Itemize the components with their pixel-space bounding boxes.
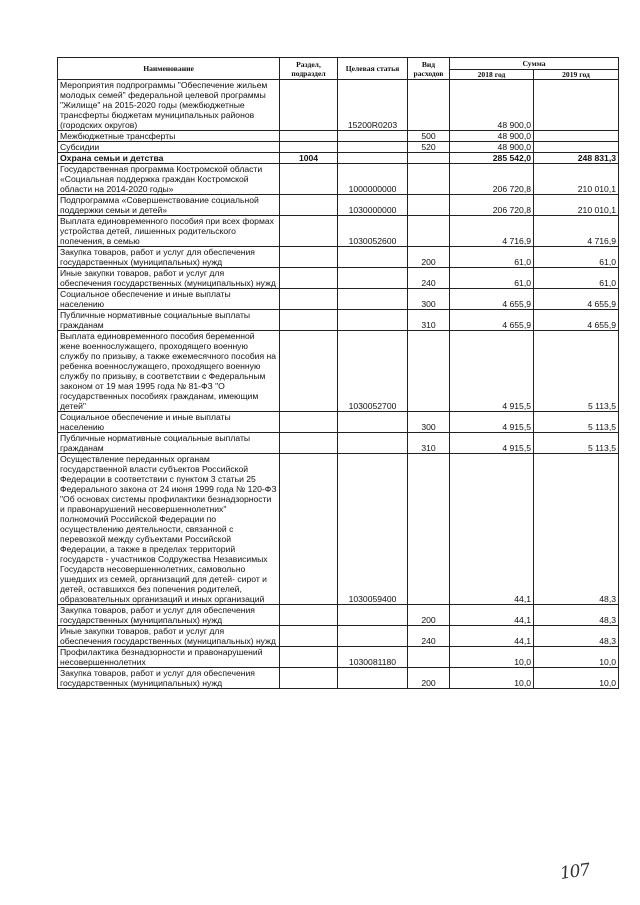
row-target-code — [338, 605, 408, 626]
table-row — [58, 412, 619, 433]
row-target-code — [338, 433, 408, 454]
row-expense-type: 310 — [408, 433, 450, 454]
table-row — [58, 131, 619, 142]
row-sum-2018: 4 915,5 — [450, 433, 534, 454]
table-row — [58, 80, 619, 131]
row-sum-2019: 210 010,1 — [534, 164, 619, 195]
row-expense-type: 240 — [408, 268, 450, 289]
row-sum-2019: 5 113,5 — [534, 412, 619, 433]
row-sum-2018: 10,0 — [450, 668, 534, 689]
row-name: Социальное обеспечение и иные выплаты населению — [58, 412, 280, 433]
row-sum-2019: 48,3 — [534, 605, 619, 626]
row-name: Социальное обеспечение и иные выплаты населению — [58, 289, 280, 310]
table-row — [58, 247, 619, 268]
header-type: Вид расходов — [408, 58, 450, 80]
row-target-code: 1030052700 — [338, 331, 408, 412]
header-name: Наименование — [58, 58, 280, 80]
row-expense-type — [408, 454, 450, 605]
row-section — [280, 605, 338, 626]
row-target-code — [338, 153, 408, 164]
row-sum-2019 — [534, 142, 619, 153]
row-expense-type: 310 — [408, 310, 450, 331]
row-sum-2019: 10,0 — [534, 647, 619, 668]
row-target-code — [338, 310, 408, 331]
row-sum-2019: 48,3 — [534, 626, 619, 647]
row-section — [280, 626, 338, 647]
row-expense-type — [408, 153, 450, 164]
row-sum-2019: 61,0 — [534, 247, 619, 268]
header-target: Целевая статья — [338, 58, 408, 80]
row-name: Иные закупки товаров, работ и услуг для обеспечения государственных (муниципальных) нужд — [58, 626, 280, 647]
row-sum-2018: 48 900,0 — [450, 131, 534, 142]
row-target-code — [338, 412, 408, 433]
row-sum-2019: 10,0 — [534, 668, 619, 689]
row-name: Закупка товаров, работ и услуг для обеспечения государственных (муниципальных) нужд — [58, 247, 280, 268]
row-section — [280, 142, 338, 153]
table-row — [58, 216, 619, 247]
row-expense-type: 200 — [408, 605, 450, 626]
row-target-code — [338, 626, 408, 647]
row-target-code: 15200R0203 — [338, 80, 408, 131]
row-sum-2018: 4 655,9 — [450, 310, 534, 331]
row-section: 1004 — [280, 153, 338, 164]
row-expense-type: 500 — [408, 131, 450, 142]
row-sum-2018: 4 915,5 — [450, 412, 534, 433]
row-name: Профилактика безнадзорности и правонарушений несовершеннолетних — [58, 647, 280, 668]
row-section — [280, 216, 338, 247]
row-expense-type — [408, 331, 450, 412]
row-name: Публичные нормативные социальные выплаты гражданам — [58, 433, 280, 454]
table-row — [58, 668, 619, 689]
row-sum-2018: 44,1 — [450, 454, 534, 605]
header-year-2019: 2019 год — [534, 70, 619, 80]
row-name: Мероприятия подпрограммы "Обеспечение жильем молодых семей" федеральной целевой программы "Жилище" на 2015-2020 годы (межбюджетные трансферты бюджетам муниципальных районов (городских округов) — [58, 80, 280, 131]
row-target-code — [338, 247, 408, 268]
row-expense-type — [408, 80, 450, 131]
row-expense-type — [408, 216, 450, 247]
row-target-code — [338, 142, 408, 153]
row-section — [280, 454, 338, 605]
row-section — [280, 131, 338, 142]
row-name: Субсидии — [58, 142, 280, 153]
row-target-code: 1000000000 — [338, 164, 408, 195]
row-sum-2019: 4 655,9 — [534, 289, 619, 310]
table-row — [58, 268, 619, 289]
table-row — [58, 310, 619, 331]
row-sum-2018: 44,1 — [450, 605, 534, 626]
row-target-code — [338, 268, 408, 289]
row-section — [280, 195, 338, 216]
row-sum-2019: 4 655,9 — [534, 310, 619, 331]
row-target-code — [338, 668, 408, 689]
row-section — [280, 647, 338, 668]
row-expense-type — [408, 195, 450, 216]
table-row — [58, 142, 619, 153]
row-sum-2018: 10,0 — [450, 647, 534, 668]
row-expense-type — [408, 164, 450, 195]
row-sum-2018: 4 915,5 — [450, 331, 534, 412]
budget-table — [57, 57, 619, 689]
row-target-code: 1030059400 — [338, 454, 408, 605]
table-row — [58, 331, 619, 412]
row-expense-type — [408, 647, 450, 668]
row-name: Закупка товаров, работ и услуг для обеспечения государственных (муниципальных) нужд — [58, 668, 280, 689]
row-section — [280, 310, 338, 331]
row-sum-2018: 4 655,9 — [450, 289, 534, 310]
row-name: Государственная программа Костромской области «Социальная поддержка граждан Костромской области на 2014-2020 годы» — [58, 164, 280, 195]
row-section — [280, 412, 338, 433]
row-sum-2018: 48 900,0 — [450, 142, 534, 153]
row-name: Охрана семьи и детства — [58, 153, 280, 164]
row-target-code: 1030000000 — [338, 195, 408, 216]
table-row — [58, 454, 619, 605]
table-row — [58, 153, 619, 164]
row-sum-2018: 285 542,0 — [450, 153, 534, 164]
row-expense-type: 300 — [408, 289, 450, 310]
row-expense-type: 200 — [408, 247, 450, 268]
row-expense-type: 520 — [408, 142, 450, 153]
row-name: Выплата единовременного пособия при всех формах устройства детей, лишенных родительского попечения, в семью — [58, 216, 280, 247]
row-sum-2018: 61,0 — [450, 268, 534, 289]
row-target-code — [338, 289, 408, 310]
row-expense-type: 200 — [408, 668, 450, 689]
table-row — [58, 605, 619, 626]
table-row — [58, 164, 619, 195]
row-section — [280, 80, 338, 131]
row-sum-2019: 5 113,5 — [534, 433, 619, 454]
row-name: Выплата единовременного пособия беременной жене военнослужащего, проходящего военную службу по призыву, а также ежемесячного пособия на ребенка военнослужащего, проходящего военную службу по призыву, в соответствии с Федеральным законом от 19 мая 1995 года № 81-ФЗ "О государственных пособиях гражданам, имеющим детей" — [58, 331, 280, 412]
row-name: Закупка товаров, работ и услуг для обеспечения государственных (муниципальных) нужд — [58, 605, 280, 626]
row-sum-2019 — [534, 80, 619, 131]
row-sum-2019: 61,0 — [534, 268, 619, 289]
row-name: Публичные нормативные социальные выплаты гражданам — [58, 310, 280, 331]
row-section — [280, 668, 338, 689]
row-name: Межбюджетные трансферты — [58, 131, 280, 142]
row-sum-2019: 210 010,1 — [534, 195, 619, 216]
row-target-code: 1030052600 — [338, 216, 408, 247]
row-target-code: 1030081180 — [338, 647, 408, 668]
row-section — [280, 247, 338, 268]
row-sum-2018: 44,1 — [450, 626, 534, 647]
table-row — [58, 289, 619, 310]
table-row — [58, 647, 619, 668]
row-name: Осуществление переданных органам государственной власти субъектов Российской Федерации в соответствии с пунктом 3 статьи 25 Федерального закона от 24 июня 1999 года № 120-ФЗ "Об основах системы профилактики безнадзорности и правонарушений несовершеннолетних" полномочий Российской Федерации по осуществлению деятельности, связанной с перевозкой между субъектами Российской Федерации, а также в пределах территорий государств - участников Содружества Независимых Государств несовершеннолетних, самовольно ушедших из семей, организаций для детей- сирот и детей, оставшихся без попечения родителей, образовательных организаций и иных организаций — [58, 454, 280, 605]
header-section: Раздел, подраздел — [280, 58, 338, 80]
header-sum: Сумма — [450, 58, 619, 70]
row-section — [280, 164, 338, 195]
row-name: Иные закупки товаров, работ и услуг для обеспечения государственных (муниципальных) нужд — [58, 268, 280, 289]
row-target-code — [338, 131, 408, 142]
row-sum-2019: 48,3 — [534, 454, 619, 605]
table-body — [58, 80, 619, 689]
row-name: Подпрограмма «Совершенствование социальной поддержки семьи и детей» — [58, 195, 280, 216]
row-section — [280, 433, 338, 454]
page-number-handwritten: 107 — [558, 860, 591, 884]
table-row — [58, 195, 619, 216]
row-sum-2018: 206 720,8 — [450, 195, 534, 216]
row-sum-2019: 248 831,3 — [534, 153, 619, 164]
budget-sheet — [57, 57, 618, 689]
table-row — [58, 433, 619, 454]
row-expense-type: 240 — [408, 626, 450, 647]
row-expense-type: 300 — [408, 412, 450, 433]
table-row — [58, 626, 619, 647]
row-section — [280, 331, 338, 412]
row-sum-2019 — [534, 131, 619, 142]
row-section — [280, 268, 338, 289]
row-sum-2019: 4 716,9 — [534, 216, 619, 247]
row-sum-2019: 5 113,5 — [534, 331, 619, 412]
row-sum-2018: 61,0 — [450, 247, 534, 268]
row-section — [280, 289, 338, 310]
row-sum-2018: 206 720,8 — [450, 164, 534, 195]
row-sum-2018: 4 716,9 — [450, 216, 534, 247]
row-sum-2018: 48 900,0 — [450, 80, 534, 131]
header-year-2018: 2018 год — [450, 70, 534, 80]
